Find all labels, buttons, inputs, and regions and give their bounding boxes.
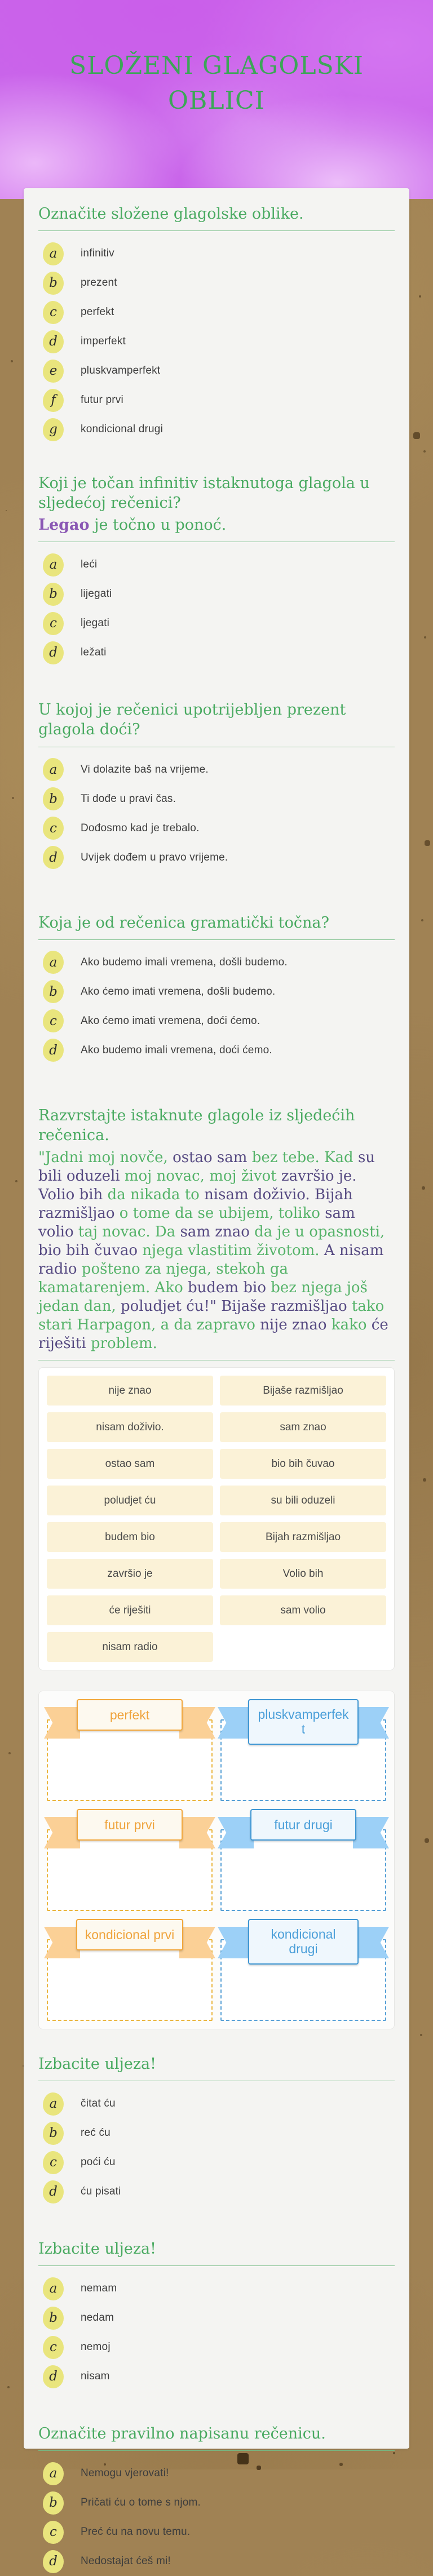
option-letter-badge: b [43,787,64,810]
option-letter-badge: c [43,2521,64,2544]
option-letter-badge: b [43,980,64,1003]
question-3 [38,700,395,872]
option-row[interactable] [38,550,395,579]
word-card[interactable]: sam znao [220,1412,386,1442]
option-row[interactable] [38,2303,395,2333]
zone-ribbon-label: kondicional prvi [76,1919,184,1950]
paragraph-segment: tako stari Harpagon, a da zapravo [38,1297,385,1333]
option-letter-badge: d [43,2365,64,2388]
option-row[interactable] [38,609,395,638]
option-label: Preć ću na novu temu. [81,2526,191,2538]
option-row[interactable] [38,239,395,268]
word-bank [38,1367,395,1670]
worksheet-card [24,188,409,2569]
word-card[interactable]: nisam radio [47,1632,213,1662]
ribbon-flag-right-icon [179,1927,215,1958]
option-label: kondicional drugi [81,423,163,436]
options-list [38,550,395,667]
ribbon-flag-right-icon [179,1817,215,1848]
word-card[interactable]: nisam doživio. [47,1412,213,1442]
source-paragraph [38,1149,395,1353]
ribbon-flag-left-icon [218,1817,254,1848]
paragraph-segment: o tome da se ubijem, toliko [114,1204,325,1222]
word-card[interactable]: Bijah razmišljao [220,1522,386,1552]
question-heading-wrap [38,473,395,542]
option-row[interactable] [38,2089,395,2118]
option-row[interactable] [38,1036,395,1065]
option-letter-badge: a [43,2462,64,2485]
option-label: Ako budemo imali vremena, došli budemo. [81,956,288,968]
option-letter-badge: b [43,272,64,295]
question-heading: Razvrstajte istaknute glagole iz sljedećih rečenica. [38,1106,355,1144]
option-letter-badge: c [43,612,64,635]
options-list [38,2089,395,2206]
option-letter-badge: d [43,641,64,664]
question-heading-wrap [38,2239,395,2266]
question-2 [38,473,395,667]
option-letter-badge: a [43,553,64,577]
question-heading-wrap [38,2424,395,2451]
word-card[interactable]: budem bio [47,1522,213,1552]
option-row[interactable] [38,2488,395,2517]
paragraph-segment: Volio bih [38,1186,103,1203]
paragraph-segment: bez tebe. Kad [247,1149,358,1166]
question-heading: Izbacite uljeza! [38,2055,156,2073]
option-row[interactable] [38,948,395,977]
option-letter-badge: b [43,2307,64,2330]
options-list [38,2274,395,2391]
option-label: prezent [81,277,117,289]
zone-ribbon-label: futur drugi [250,1809,356,1841]
paragraph-segment [216,1298,221,1315]
paragraph-segment: nisam doživio. [204,1186,310,1203]
option-letter-badge: d [43,846,64,869]
option-label: ljegati [81,617,110,629]
paragraph-segment: ostao sam [173,1149,248,1166]
word-card[interactable]: sam volio [220,1595,386,1625]
word-card[interactable]: Volio bih [220,1559,386,1589]
paragraph-segment: će riješiti [38,1316,388,1352]
option-letter-badge: a [43,2277,64,2300]
option-row[interactable] [38,415,395,444]
option-letter-badge: c [43,1009,64,1032]
ribbon-banner [220,1809,386,1841]
question-heading-wrap [38,1106,395,1360]
question-heading-wrap [38,700,395,747]
word-card[interactable]: ostao sam [47,1449,213,1479]
option-row[interactable] [38,2333,395,2362]
option-row[interactable] [38,298,395,327]
ribbon-flag-left-icon [44,1707,80,1739]
option-letter-badge: c [43,301,64,324]
option-row[interactable] [38,755,395,784]
question-heading-wrap [38,204,395,231]
word-card[interactable]: Bijaše razmišljao [220,1376,386,1406]
watercolor-header [0,0,433,199]
options-list [38,2459,395,2576]
option-row[interactable] [38,2547,395,2576]
paragraph-segment: završio je. [281,1167,357,1185]
option-label: nedam [81,2312,114,2324]
question-heading-wrap [38,2054,395,2081]
ribbon-flag-left-icon [44,1927,80,1958]
zone-ribbon-label: futur prvi [77,1809,183,1841]
option-label: infinitiv [81,247,114,260]
paragraph-segment: nije znao [260,1316,327,1333]
question-4 [38,913,395,1065]
option-label: imperfekt [81,335,126,348]
option-label: Ako ćemo imati vremena, došli budemo. [81,985,276,997]
ribbon-banner [220,1919,386,1965]
zone-futur-prvi [47,1809,213,1911]
option-row[interactable] [38,1007,395,1036]
option-row[interactable] [38,843,395,872]
ribbon-flag-right-icon [353,1817,389,1848]
option-label: čitat ću [81,2098,116,2110]
subtitle-rest: je točno u ponoć. [89,516,227,534]
option-label: leći [81,558,98,571]
zone-kondicional-drugi [220,1919,386,2021]
question-heading: Izbacite uljeza! [38,2240,156,2258]
question-heading: Koji je točan infinitiv istaknutoga glagola u sljedećoj rečenici? [38,475,370,512]
option-letter-badge: f [43,389,64,412]
question-6 [38,2054,395,2206]
question-heading: Koja je od rečenica gramatički točna? [38,914,329,932]
option-row[interactable] [38,2362,395,2391]
option-label: nemam [81,2282,117,2295]
options-list [38,755,395,872]
ribbon-flag-right-icon [179,1707,215,1739]
option-row[interactable] [38,784,395,814]
paragraph-segment: Bijaše razmišljao [221,1297,347,1315]
word-card[interactable]: bio bih čuvao [220,1449,386,1479]
word-card[interactable]: su bili oduzeli [220,1486,386,1515]
ribbon-banner [47,1699,213,1731]
option-letter-badge: a [43,758,64,781]
question-heading: U kojoj je rečenici upotrijebljen prezent glagola doći? [38,701,346,739]
option-label: Uvijek dođem u pravo vrijeme. [81,851,228,863]
ribbon-banner [47,1809,213,1841]
paragraph-segment: sam volio [38,1204,355,1240]
option-label: Nedostajat ćeš mi! [81,2555,171,2568]
question-subtitle [38,515,395,535]
option-label: Pričati ću o tome s njom. [81,2497,201,2509]
paragraph-segment: kako [326,1316,372,1333]
zone-kondicional-prvi [47,1919,213,2021]
option-row[interactable] [38,2517,395,2547]
zone-futur-drugi [220,1809,386,1911]
option-letter-badge: a [43,951,64,974]
highlighted-word: Legao [38,516,90,534]
paragraph-segment [310,1186,315,1203]
option-row[interactable] [38,2459,395,2488]
question-8 [38,2424,395,2576]
zone-ribbon-label: perfekt [77,1699,183,1731]
paragraph-segment: budem bio [188,1279,266,1296]
zone-ribbon-label: pluskvamperfekt [248,1699,359,1745]
ribbon-flag-left-icon [44,1817,80,1848]
word-card[interactable]: će riješiti [47,1595,213,1625]
option-label: Vi dolazite baš na vrijeme. [81,763,209,775]
option-letter-badge: c [43,817,64,840]
zone-pluskvamperfekt [220,1699,386,1801]
paragraph-segment: "Jadni moj novče, [38,1149,173,1166]
option-row[interactable] [38,638,395,667]
option-label: nisam [81,2370,110,2383]
option-row[interactable] [38,579,395,609]
paragraph-segment: sam znao [180,1223,250,1240]
option-label: Ako budemo imali vremena, doći ćemo. [81,1044,272,1056]
option-letter-badge: d [43,2550,64,2573]
option-label: reć ću [81,2127,111,2139]
option-letter-badge: d [43,1039,64,1062]
option-row[interactable] [38,977,395,1007]
question-7 [38,2239,395,2391]
option-letter-badge: d [43,330,64,353]
option-letter-badge: b [43,2122,64,2145]
option-letter-badge: b [43,2491,64,2515]
paragraph-segment: bio bih čuvao [38,1242,138,1259]
option-label: Nemogu vjerovati! [81,2467,169,2480]
zone-perfekt [47,1699,213,1801]
option-letter-badge: g [43,418,64,441]
word-card[interactable]: nije znao [47,1376,213,1406]
paragraph-segment: Bijah razmišljao [38,1186,353,1222]
options-list [38,239,395,444]
word-card[interactable]: poludjet ću [47,1486,213,1515]
paragraph-segment: da je u opasnosti, [249,1223,385,1240]
question-heading: Označite pravilno napisanu rečenicu. [38,2425,326,2443]
ribbon-banner [220,1699,386,1745]
paragraph-segment: da nikada to [103,1186,205,1203]
option-letter-badge: c [43,2151,64,2174]
option-row[interactable] [38,327,395,356]
options-list [38,948,395,1065]
paragraph-segment: problem. [86,1335,157,1352]
option-row[interactable] [38,268,395,298]
paragraph-segment: taj novac. Da [73,1223,180,1240]
drop-zones-panel [38,1691,395,2029]
option-row[interactable] [38,2118,395,2148]
question-heading-wrap [38,913,395,940]
option-row[interactable] [38,2274,395,2303]
zone-ribbon-label: kondicional drugi [248,1919,359,1965]
paragraph-segment: su bili oduzeli [38,1149,375,1185]
option-letter-badge: a [43,242,64,265]
option-label: Dođosmo kad je trebalo. [81,822,200,834]
option-row[interactable] [38,2148,395,2177]
paragraph-segment: moj novac, moj život [120,1167,281,1185]
ribbon-banner [47,1919,213,1950]
option-label: lijegati [81,588,112,600]
option-letter-badge: d [43,2180,64,2203]
option-letter-badge: e [43,360,64,383]
option-row[interactable] [38,814,395,843]
word-card[interactable]: završio je [47,1559,213,1589]
option-label: perfekt [81,306,114,318]
page-title: SLOŽENI GLAGOLSKI OBLICI [69,51,364,116]
option-label: Ako ćemo imati vremena, doći ćemo. [81,1014,260,1027]
option-row[interactable] [38,2177,395,2206]
question-heading: Označite složene glagolske oblike. [38,205,304,223]
question-1 [38,204,395,444]
option-label: Ti dođe u pravi čas. [81,792,176,805]
paragraph-segment: bez njega još jedan dan, [38,1279,368,1315]
option-label: ću pisati [81,2185,121,2198]
paragraph-segment: njega vlastitim životom. [138,1242,324,1259]
option-letter-badge: c [43,2336,64,2359]
paragraph-segment: pošteno za njega, stekoh ga kamatarenjem. Ako [38,1260,289,1296]
option-label: ležati [81,646,107,659]
paragraph-segment: poludjet ću!" [121,1297,216,1315]
option-label: futur prvi [81,394,123,406]
option-label: pluskvamperfekt [81,365,161,377]
option-label: nemoj [81,2341,111,2353]
option-label: poći ću [81,2156,116,2169]
question-5-sorting [38,1106,395,2029]
paragraph-segment: A nisam radio [38,1242,384,1278]
option-row[interactable] [38,385,395,415]
option-letter-badge: b [43,583,64,606]
option-row[interactable] [38,356,395,385]
option-letter-badge: a [43,2092,64,2116]
